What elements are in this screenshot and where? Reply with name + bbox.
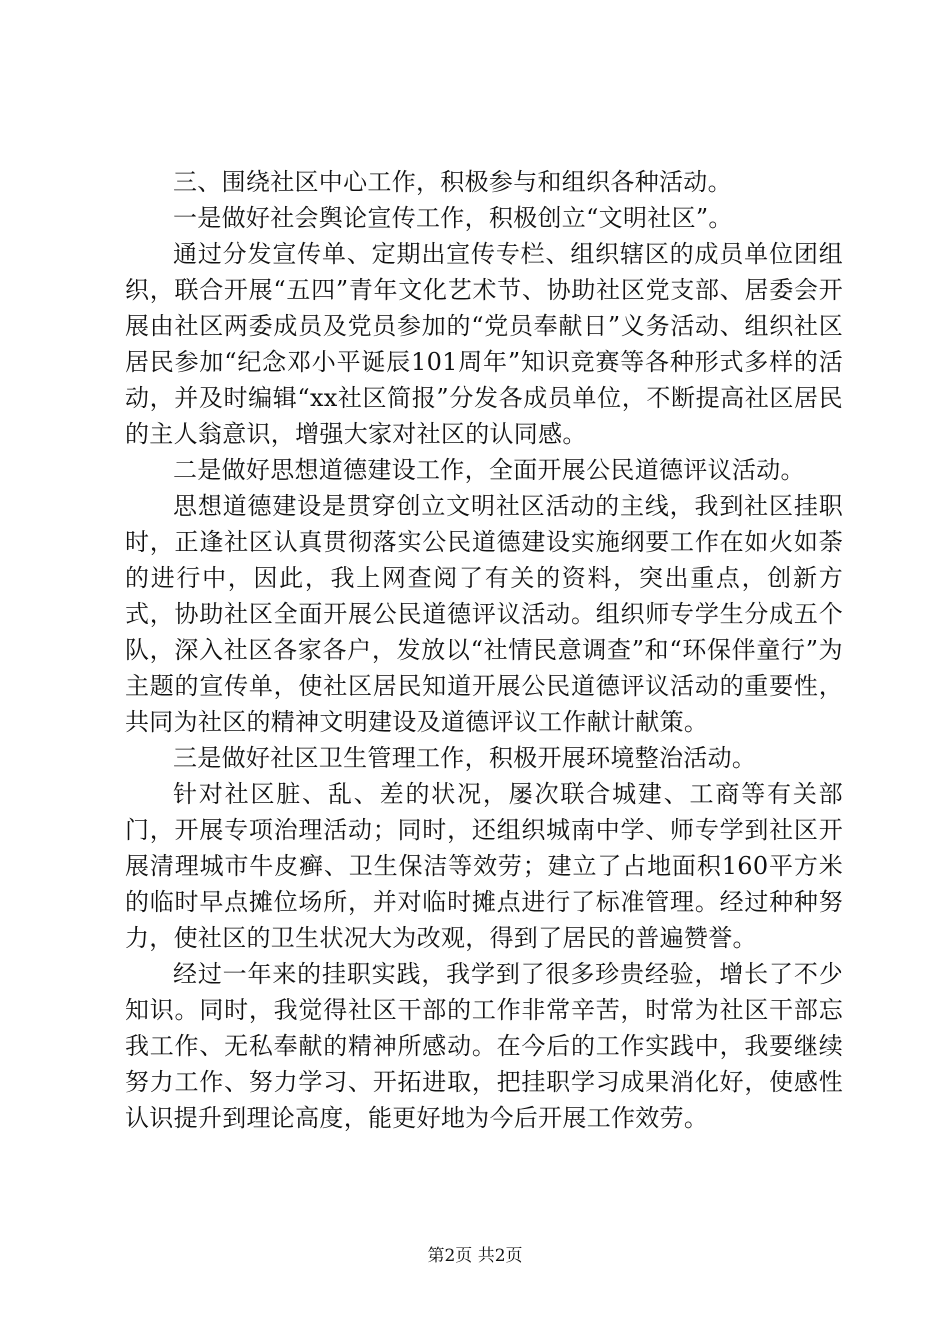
subheading-morality: 二是做好思想道德建设工作，全面开展公民道德评议活动。 — [173, 456, 805, 484]
document-body — [125, 164, 843, 1136]
paragraph-sanitation: 针对社区脏、乱、差的状况，屡次联合城建、工商等有关部门，开展专项治理活动；同时，还组织城南中学、师专学到社区开展清理城市牛皮癣、卫生保洁等效劳；建立了占地面积160平方米的临时早点摊位场所，并对临时摊点进行了标准管理。经过种种努力，使社区的卫生状况大为改观，得到了居民的普遍赞誉。 — [125, 780, 843, 952]
section-heading: 三、围绕社区中心工作，积极参与和组织各种活动。 — [173, 168, 732, 196]
paragraph-morality: 思想道德建设是贯穿创立文明社区活动的主线，我到社区挂职时，正逢社区认真贯彻落实公民道德建设实施纲要工作在如火如荼的进行中，因此，我上网查阅了有关的资料，突出重点，创新方式，协助社区全面开展公民道德评议活动。组织师专学生分成五个队，深入社区各家各户，发放以“社情民意调查”和“环保伴童行”为主题的宣传单，使社区居民知道开展公民道德评议活动的重要性，共同为社区的精神文明建设及道德评议工作献计献策。 — [125, 492, 843, 736]
subheading-publicity: 一是做好社会舆论宣传工作，积极创立“文明社区”。 — [173, 204, 733, 232]
paragraph-publicity: 通过分发宣传单、定期出宣传专栏、组织辖区的成员单位团组织，联合开展“五四”青年文化艺术节、协助社区党支部、居委会开展由社区两委成员及党员参加的“党员奉献日”义务活动、组织社区居民参加“纪念邓小平诞辰101周年”知识竞赛等各种形式多样的活动，并及时编辑“xx社区简报”分发各成员单位，不断提高社区居民的主人翁意识，增强大家对社区的认同感。 — [125, 240, 843, 448]
paragraph-conclusion: 经过一年来的挂职实践，我学到了很多珍贵经验，增长了不少知识。同时，我觉得社区干部的工作非常辛苦，时常为社区干部忘我工作、无私奉献的精神所感动。在今后的工作实践中，我要继续努力工作、努力学习、开拓进取，把挂职学习成果消化好，使感性认识提升到理论高度，能更好地为今后开展工作效劳。 — [125, 960, 843, 1132]
page-number-footer: 第2页 共2页 — [427, 1246, 523, 1266]
subheading-sanitation: 三是做好社区卫生管理工作，积极开展环境整治活动。 — [173, 744, 757, 772]
